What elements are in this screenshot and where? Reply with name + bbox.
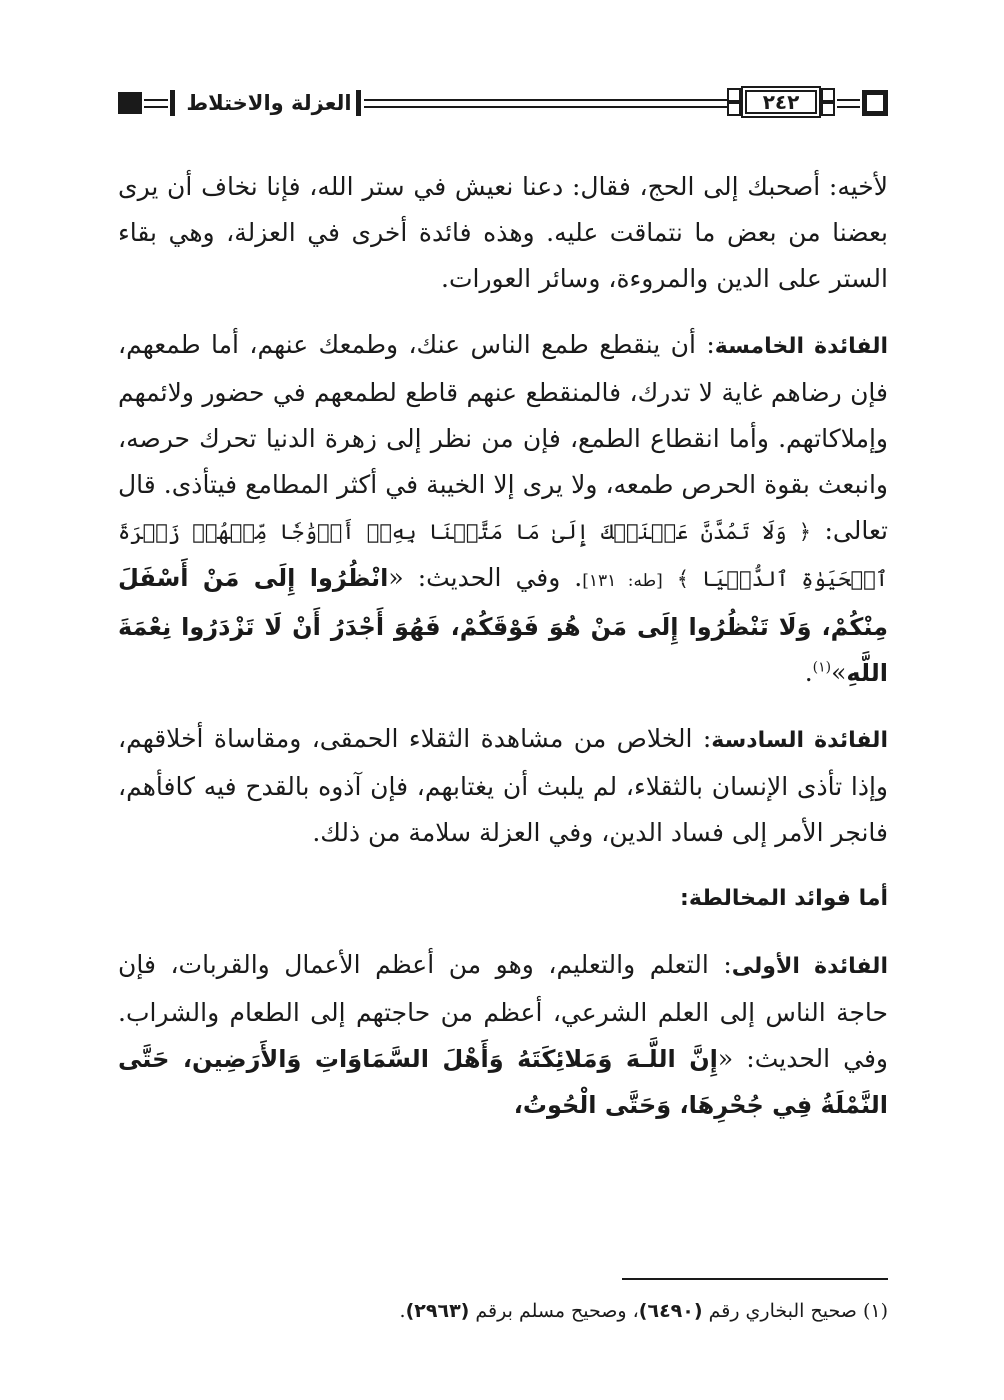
page-number-frame — [727, 86, 835, 120]
header-ornament-box — [862, 90, 888, 116]
running-header — [118, 86, 888, 120]
footnote-number: (٢٩٦٣) — [405, 1300, 470, 1322]
footnote-text: ، وصحيح مسلم برقم — [469, 1300, 639, 1322]
paragraph — [118, 164, 888, 302]
paragraph — [118, 716, 888, 856]
header-title: العزلة والاختلاط — [186, 91, 352, 115]
sentence-end: . — [804, 658, 813, 687]
paragraph-text: . وفي الحديث: « — [388, 563, 583, 592]
frame-knot — [727, 88, 741, 102]
benefit-label: الفائدة الأولى — [731, 954, 888, 979]
paragraph-text: : أن ينقطع طمع الناس عنك، وطمعك عنهم، أما طمعهم، فإن رضاهم غاية لا تدرك، فالمنقطع عنهم قاطع لطمعهم في حضور ولائمهم وإملاكاتهم. وأما انقطاع الطمع، فإن من نظر إلى زهرة الدنيا تحرك حرصه، وانبعث بقوة الحرص طمعه، ولا يرى إلا الخيبة في أكثر المطامع فيتأذى. قال تعالى: — [118, 330, 888, 545]
paragraph — [118, 322, 888, 696]
footnote-mark: (١) — [862, 1300, 888, 1322]
footnote-number: (٦٤٩٠) — [638, 1300, 703, 1322]
page-body — [118, 164, 888, 1128]
header-bar — [356, 90, 361, 116]
footnote-marker[interactable]: (١) — [812, 659, 832, 676]
header-rule-left — [144, 99, 168, 108]
footnote — [118, 1294, 888, 1328]
verse-reference: [طه: ١٣١] — [582, 571, 663, 591]
page-number: ٢٤٢ — [762, 90, 800, 114]
header-rule-middle — [364, 99, 727, 108]
paragraph — [118, 942, 888, 1128]
hadith-text: إِنَّ اللَّـهَ وَمَلائِكَتَهُ وَأَهْلَ السَّمَاوَاتِ وَالأَرَضِين، حَتَّى النَّمْلَةُ فِي جُحْرِهَا، وَحَتَّى الْحُوتُ، — [118, 1045, 888, 1119]
section-heading: أما فوائد المخالطة: — [680, 886, 888, 911]
quote-close: » — [831, 658, 847, 687]
quran-verse: ﴿ وَلَا تَمُدَّنَّ عَيۡنَيۡكَ إِلَىٰ مَا مَتَّعۡنَا بِهِۦٓ أَزۡوَٰجٗا مِّنۡهُمۡ زَهۡرَةَ ٱلۡحَيَوٰةِ ٱلدُّنۡيَا ﴾ — [118, 520, 888, 591]
paragraph-text: لأخيه: أصحبك إلى الحج، فقال: دعنا نعيش في ستر الله، فإنا نخاف أن يرى بعضنا من بعض ما نتماقت عليه. وهذه فائدة أخرى في العزلة، وهي بقاء الستر على الدين والمروءة، وسائر العورات. — [118, 172, 888, 293]
paragraph-text: : الخلاص من مشاهدة الثقلاء الحمقى، ومقاساة أخلاقهم، وإذا تأذى الإنسان بالثقلاء، لم يلبث أن يغتابهم، فإن آذوه بالقدح فيه كافأهم، فانجر الأمر إلى فساد الدين، وفي العزلة سلامة من ذلك. — [118, 724, 888, 847]
header-ornament-block — [118, 92, 142, 114]
frame-knot — [821, 102, 835, 116]
benefit-label: الفائدة الخامسة — [714, 334, 888, 359]
header-bar — [170, 90, 175, 116]
frame-knot — [727, 102, 741, 116]
footnote-end: . — [399, 1300, 406, 1322]
footnote-separator — [622, 1278, 888, 1280]
paragraph-text: : التعلم والتعليم، وهو من أعظم الأعمال والقربات، فإن حاجة الناس إلى العلم الشرعي، أعظم من حاجتهم إلى الطعام والشراب. وفي الحديث: « — [118, 950, 888, 1073]
footnote-text: صحيح البخاري رقم — [702, 1300, 857, 1322]
hadith-text: انْظُرُوا إِلَى مَنْ أَسْفَلَ مِنْكُمْ، وَلَا تَنْظُرُوا إِلَى مَنْ هُوَ فَوْقَكُمْ، فَهُوَ أَجْدَرُ أَنْ لَا تَزْدَرُوا نِعْمَةَ اللَّهِ — [118, 564, 888, 687]
frame-knot — [821, 88, 835, 102]
benefit-label: الفائدة السادسة — [711, 728, 888, 753]
header-rule-right — [837, 99, 860, 108]
